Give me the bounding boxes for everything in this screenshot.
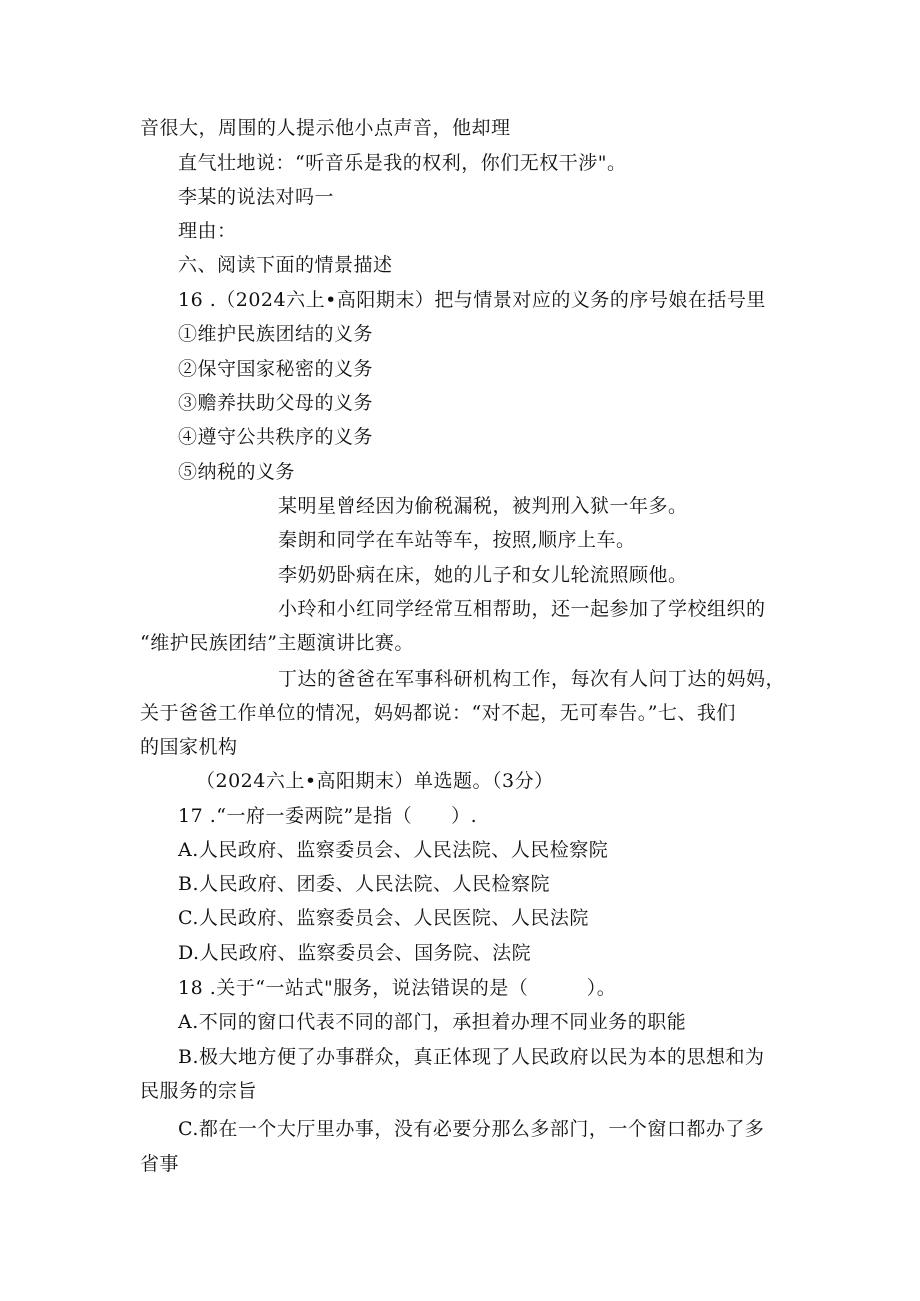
option-5: ⑤纳税的义务 <box>178 461 296 483</box>
text-line: 理由： <box>178 220 237 242</box>
option-3: ③赡养扶助父母的义务 <box>178 392 374 414</box>
option-4: ④遵守公共秩序的义务 <box>178 426 374 448</box>
choice-b: B.极大地方便了办事群众，真正体现了人民政府以民为本的思想和为 <box>178 1046 765 1068</box>
choice-a: A.人民政府、监察委员会、人民法院、人民检察院 <box>178 839 609 861</box>
choice-b-cont: 民服务的宗旨 <box>140 1080 258 1102</box>
option-1: ①维护民族团结的义务 <box>178 323 374 345</box>
option-2: ②保守国家秘密的义务 <box>178 358 374 380</box>
scenario-1: 某明星曾经因为偷税漏税，被判刑入狱一年多。 <box>278 495 688 517</box>
choice-d: D.人民政府、监察委员会、国务院、法院 <box>178 942 532 964</box>
question-18: 18 .关于“一站式"服务，说法错误的是（ ）。 <box>178 977 617 999</box>
choice-b: B.人民政府、团委、人民法院、人民检察院 <box>178 873 551 895</box>
section-heading: 六、阅读下面的情景描述 <box>178 254 393 276</box>
scenario-5: 丁达的爸爸在军事科研机构工作，每次有人问丁达的妈妈， <box>278 668 786 690</box>
scenario-2: 秦朗和同学在车站等车，按照,顺序上车。 <box>278 529 636 551</box>
text-line: 李某的说法对吗一 <box>178 186 335 208</box>
question-16: 16 .（2024六上•高阳期末）把与情景对应的义务的序号娘在括号里 <box>178 289 766 311</box>
text-line: 直气壮地说：“听音乐是我的权利，你们无权干涉"。 <box>178 152 627 174</box>
choice-c: C.人民政府、监察委员会、人民医院、人民法院 <box>178 907 589 929</box>
choice-c: C.都在一个大厅里办事，没有必要分那么多部门，一个窗口都办了多 <box>178 1118 765 1140</box>
text-line: 音很大，周围的人提示他小点声音，他却理 <box>140 117 511 139</box>
subsection-label: （2024六上•高阳期末）单选题。（3分） <box>196 770 554 792</box>
scenario-4-cont: “维护民族团结”主题演讲比赛。 <box>140 632 414 654</box>
choice-a: A.不同的窗口代表不同的部门，承担着办理不同业务的职能 <box>178 1011 687 1033</box>
scenario-3: 李奶奶卧病在床，她的儿子和女儿轮流照顾他。 <box>278 564 688 586</box>
question-17: 17 .“一府一委两院”是指（ ）. <box>178 805 478 827</box>
choice-c-cont: 省事 <box>140 1153 180 1175</box>
scenario-5-cont: 关于爸爸工作单位的情况，妈妈都说：“对不起，无可奉告。”七、我们 <box>140 702 736 724</box>
section-heading-cont: 的国家机构 <box>140 736 238 758</box>
scenario-4: 小玲和小红同学经常互相帮助，还一起参加了学校组织的 <box>278 598 766 620</box>
